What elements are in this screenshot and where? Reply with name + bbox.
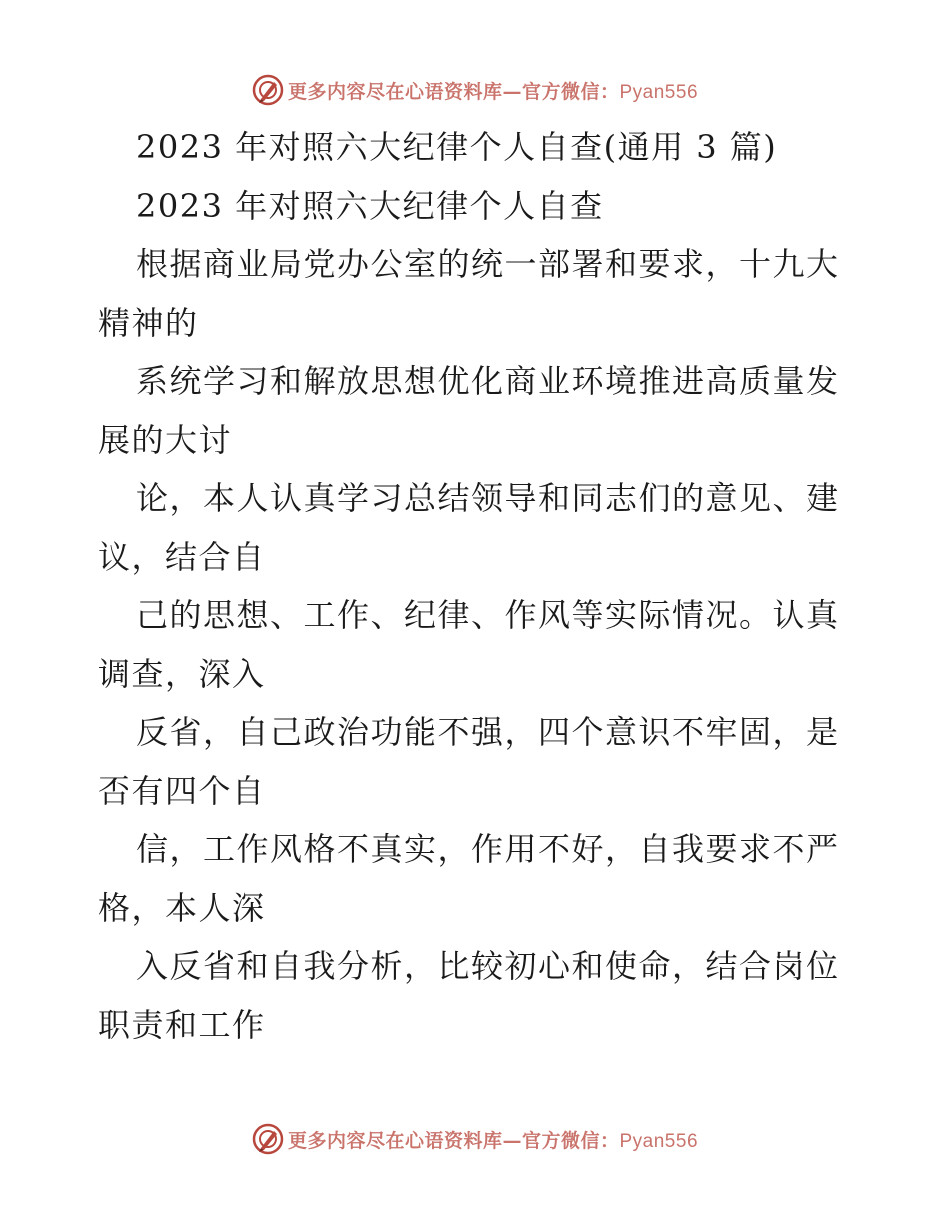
footer-watermark bbox=[0, 1119, 950, 1159]
pen-logo-icon bbox=[252, 1123, 284, 1155]
document-body bbox=[98, 118, 858, 1054]
watermark-text: 更多内容尽在心语资料库—官方微信：Pyan556 bbox=[287, 80, 699, 103]
watermark-text: 更多内容尽在心语资料库—官方微信：Pyan556 bbox=[287, 1129, 699, 1152]
doc-line: 议，结合自 bbox=[98, 537, 266, 576]
doc-line: 论，本人认真学习总结领导和同志们的意见、建 bbox=[136, 479, 840, 517]
doc-line: 信，工作风格不真实，作用不好，自我要求不严 bbox=[136, 830, 840, 868]
doc-line: 己的思想、工作、纪律、作风等实际情况。认真 bbox=[136, 596, 840, 634]
doc-line: 入反省和自我分析，比较初心和使命，结合岗位 bbox=[136, 947, 840, 985]
doc-line: 反省，自己政治功能不强，四个意识不牢固，是 bbox=[136, 713, 840, 751]
doc-line: 2023 年对照六大纪律个人自查(通用 3 篇) bbox=[136, 128, 778, 166]
wechat-id: Pyan556 bbox=[619, 1130, 699, 1152]
doc-line: 精神的 bbox=[98, 303, 199, 342]
doc-line: 否有四个自 bbox=[98, 771, 266, 810]
header-watermark bbox=[0, 70, 950, 110]
doc-line: 格，本人深 bbox=[98, 888, 266, 927]
doc-line: 展的大讨 bbox=[98, 420, 233, 459]
doc-line: 系统学习和解放思想优化商业环境推进高质量发 bbox=[136, 362, 840, 400]
wechat-id: Pyan556 bbox=[619, 81, 699, 103]
doc-line: 2023 年对照六大纪律个人自查 bbox=[136, 186, 604, 225]
doc-line: 职责和工作 bbox=[98, 1005, 266, 1044]
doc-line: 根据商业局党办公室的统一部署和要求，十九大 bbox=[136, 245, 840, 283]
pen-logo-icon bbox=[252, 74, 284, 106]
doc-line: 调查，深入 bbox=[98, 654, 266, 693]
